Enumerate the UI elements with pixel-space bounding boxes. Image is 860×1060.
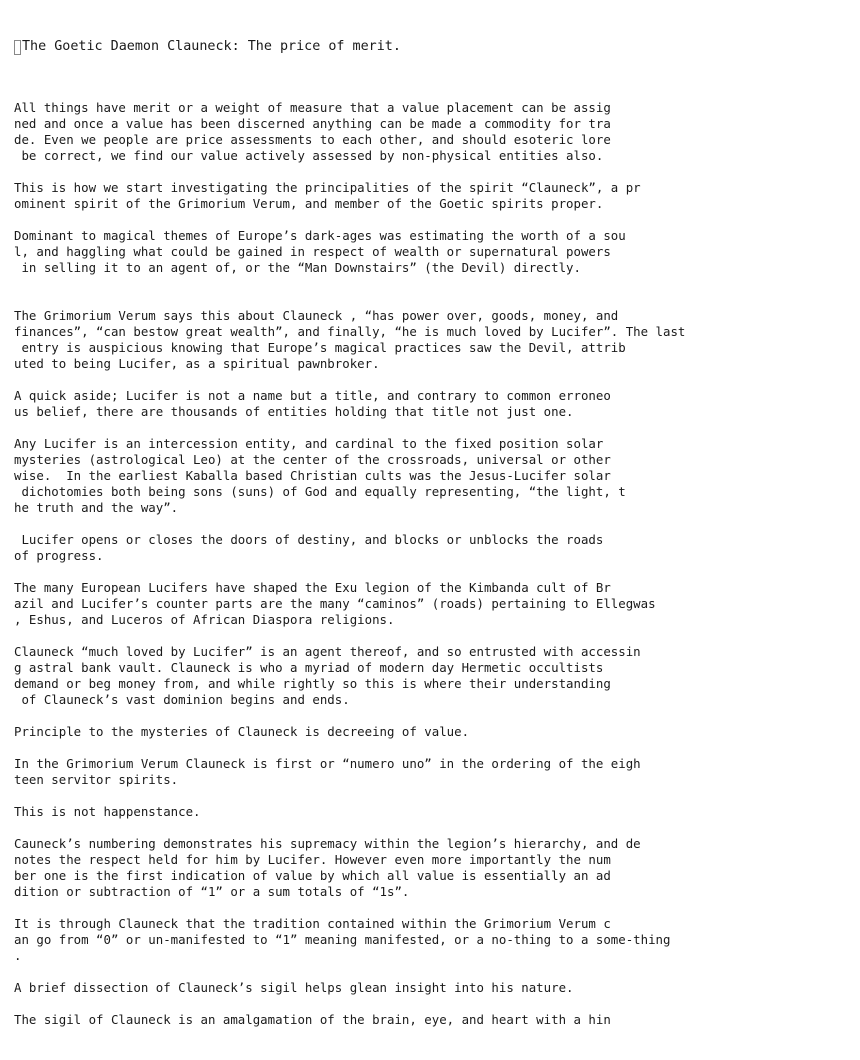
text-line: A quick aside; Lucifer is not a name but a title, and contrary to common erroneo: [14, 388, 611, 403]
text-line: of Clauneck’s vast dominion begins and ends.: [14, 692, 350, 707]
text-line: azil and Lucifer’s counter parts are the many “caminos” (roads) pertaining to Ellegwas: [14, 596, 656, 611]
paragraph: [14, 308, 854, 372]
text-line: It is through Clauneck that the tradition contained within the Grimorium Verum c: [14, 916, 611, 931]
document-title: The Goetic Daemon Clauneck: The price of merit.: [22, 39, 401, 54]
text-line: Clauneck “much loved by Lucifer” is an agent thereof, and so entrusted with accessin: [14, 644, 641, 659]
paragraph: [14, 436, 854, 516]
text-line: ber one is the first indication of value by which all value is essentially an ad: [14, 868, 611, 883]
text-line: This is how we start investigating the principalities of the spirit “Clauneck”, a pr: [14, 180, 641, 195]
document-body: [14, 4, 854, 1060]
text-line: he truth and the way”.: [14, 500, 179, 515]
text-line: This is not happenstance.: [14, 804, 201, 819]
text-line: g astral bank vault. Clauneck is who a myriad of modern day Hermetic occultists: [14, 660, 604, 675]
paragraph: [14, 100, 854, 164]
paragraph: [14, 388, 854, 420]
paragraph: [14, 1012, 854, 1028]
paragraph: [14, 804, 854, 820]
text-line: Cauneck’s numbering demonstrates his supremacy within the legion’s hierarchy, and de: [14, 836, 641, 851]
paragraph: [14, 644, 854, 708]
text-line: ned and once a value has been discerned anything can be made a commodity for tra: [14, 116, 611, 131]
title-row: [14, 36, 854, 58]
text-line: Lucifer opens or closes the doors of destiny, and blocks or unblocks the roads: [14, 532, 604, 547]
text-line: in selling it to an agent of, or the “Man Downstairs” (the Devil) directly.: [14, 260, 581, 275]
paragraph: [14, 228, 854, 276]
text-line: wise. In the earliest Kaballa based Christian cults was the Jesus-Lucifer solar: [14, 468, 611, 483]
paragraph: [14, 724, 854, 740]
paragraph-list: [14, 100, 854, 1028]
paragraph: [14, 580, 854, 628]
paragraph: [14, 916, 854, 964]
text-line: be correct, we find our value actively assessed by non-physical entities also.: [14, 148, 604, 163]
text-line: l, and haggling what could be gained in respect of wealth or supernatural powers: [14, 244, 611, 259]
paragraph: [14, 532, 854, 564]
text-line: dichotomies both being sons (suns) of God and equally representing, “the light, t: [14, 484, 626, 499]
text-line: entry is auspicious knowing that Europe’s magical practices saw the Devil, attrib: [14, 340, 626, 355]
text-line: of progress.: [14, 548, 104, 563]
text-line: In the Grimorium Verum Clauneck is first or “numero uno” in the ordering of the eigh: [14, 756, 641, 771]
text-line: demand or beg money from, and while rightly so this is where their understanding: [14, 676, 611, 691]
paragraph: [14, 180, 854, 212]
paragraph: [14, 836, 854, 900]
text-line: notes the respect held for him by Lucifer. However even more importantly the num: [14, 852, 611, 867]
text-line: .: [14, 948, 22, 963]
text-line: finances”, “can bestow great wealth”, and finally, “he is much loved by Lucifer”. The last: [14, 324, 686, 339]
text-line: dition or subtraction of “1” or a sum totals of “1s”.: [14, 884, 410, 899]
text-line: an go from “0” or un-manifested to “1” meaning manifested, or a no-thing to a some-thing: [14, 932, 671, 947]
text-line: Principle to the mysteries of Clauneck is decreeing of value.: [14, 724, 470, 739]
text-line: ominent spirit of the Grimorium Verum, and member of the Goetic spirits proper.: [14, 196, 604, 211]
text-line: uted to being Lucifer, as a spiritual pawnbroker.: [14, 356, 380, 371]
text-line: us belief, there are thousands of entities holding that title not just one.: [14, 404, 574, 419]
text-line: The many European Lucifers have shaped the Exu legion of the Kimbanda cult of Br: [14, 580, 611, 595]
text-line: The sigil of Clauneck is an amalgamation of the brain, eye, and heart with a hin: [14, 1012, 611, 1027]
paragraph: [14, 756, 854, 788]
text-line: de. Even we people are price assessments to each other, and should esoteric lore: [14, 132, 611, 147]
paragraph: [14, 980, 854, 996]
text-line: Dominant to magical themes of Europe’s dark-ages was estimating the worth of a sou: [14, 228, 626, 243]
text-line: All things have merit or a weight of measure that a value placement can be assig: [14, 100, 611, 115]
text-line: teen servitor spirits.: [14, 772, 179, 787]
text-line: , Eshus, and Luceros of African Diaspora religions.: [14, 612, 395, 627]
text-line: mysteries (astrological Leo) at the center of the crossroads, universal or other: [14, 452, 611, 467]
text-line: Any Lucifer is an intercession entity, and cardinal to the fixed position solar: [14, 436, 604, 451]
missing-glyph-icon: [14, 40, 21, 55]
text-line: A brief dissection of Clauneck’s sigil helps glean insight into his nature.: [14, 980, 574, 995]
text-line: The Grimorium Verum says this about Clauneck , “has power over, goods, money, and: [14, 308, 619, 323]
